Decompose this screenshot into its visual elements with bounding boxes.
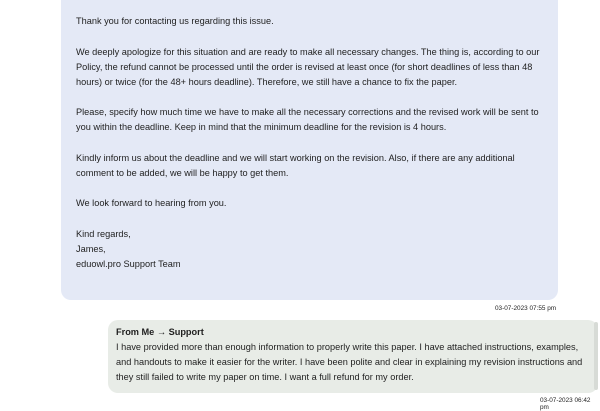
support-message-timestamp: 03-07-2023 07:55 pm (495, 305, 557, 312)
signature-greeting: Kind regards, (76, 228, 131, 239)
client-message-bubble (108, 320, 598, 393)
scrollbar[interactable] (594, 322, 598, 390)
support-paragraph-1: Thank you for contacting us regarding this issue. (76, 16, 274, 26)
support-paragraph-3: Please, specify how much time we have to make all the necessary corrections and the revised work will be sent to you within the deadline. Keep in mind that the minimum deadline for the revision is 4 hours. (76, 107, 539, 132)
signature-name: James, (76, 243, 106, 254)
support-paragraph-4: Kindly inform us about the deadline and we will start working on the revision. Also, if there are any additional comment to be added, we will be happy to get them. (76, 152, 515, 178)
signature-team: eduowl.pro Support Team (76, 258, 181, 269)
support-paragraph-5: We look forward to hearing from you. (76, 198, 227, 208)
support-message-bubble (61, 0, 558, 300)
client-message-header: From Me → Support (116, 327, 204, 337)
support-paragraph-2: We deeply apologize for this situation and are ready to make all necessary changes. The thing is, according to our Policy, the refund cannot be processed until the order is revised at least once (for short deadlines of less than 48 hours) or twice (for the 48+ hours deadline). Therefore, we still have a chance to fix the paper. (76, 46, 540, 87)
client-message-timestamp: 03-07-2023 06:42 pm (540, 397, 591, 411)
client-message-body: I have provided more than enough information to properly write this paper. I have attached instructions, examples, and handouts to make it easier for the writer. I have been polite and clear in explaining my revision instructions and they still failed to write my paper on time. I want a full refund for my order. (116, 342, 583, 382)
